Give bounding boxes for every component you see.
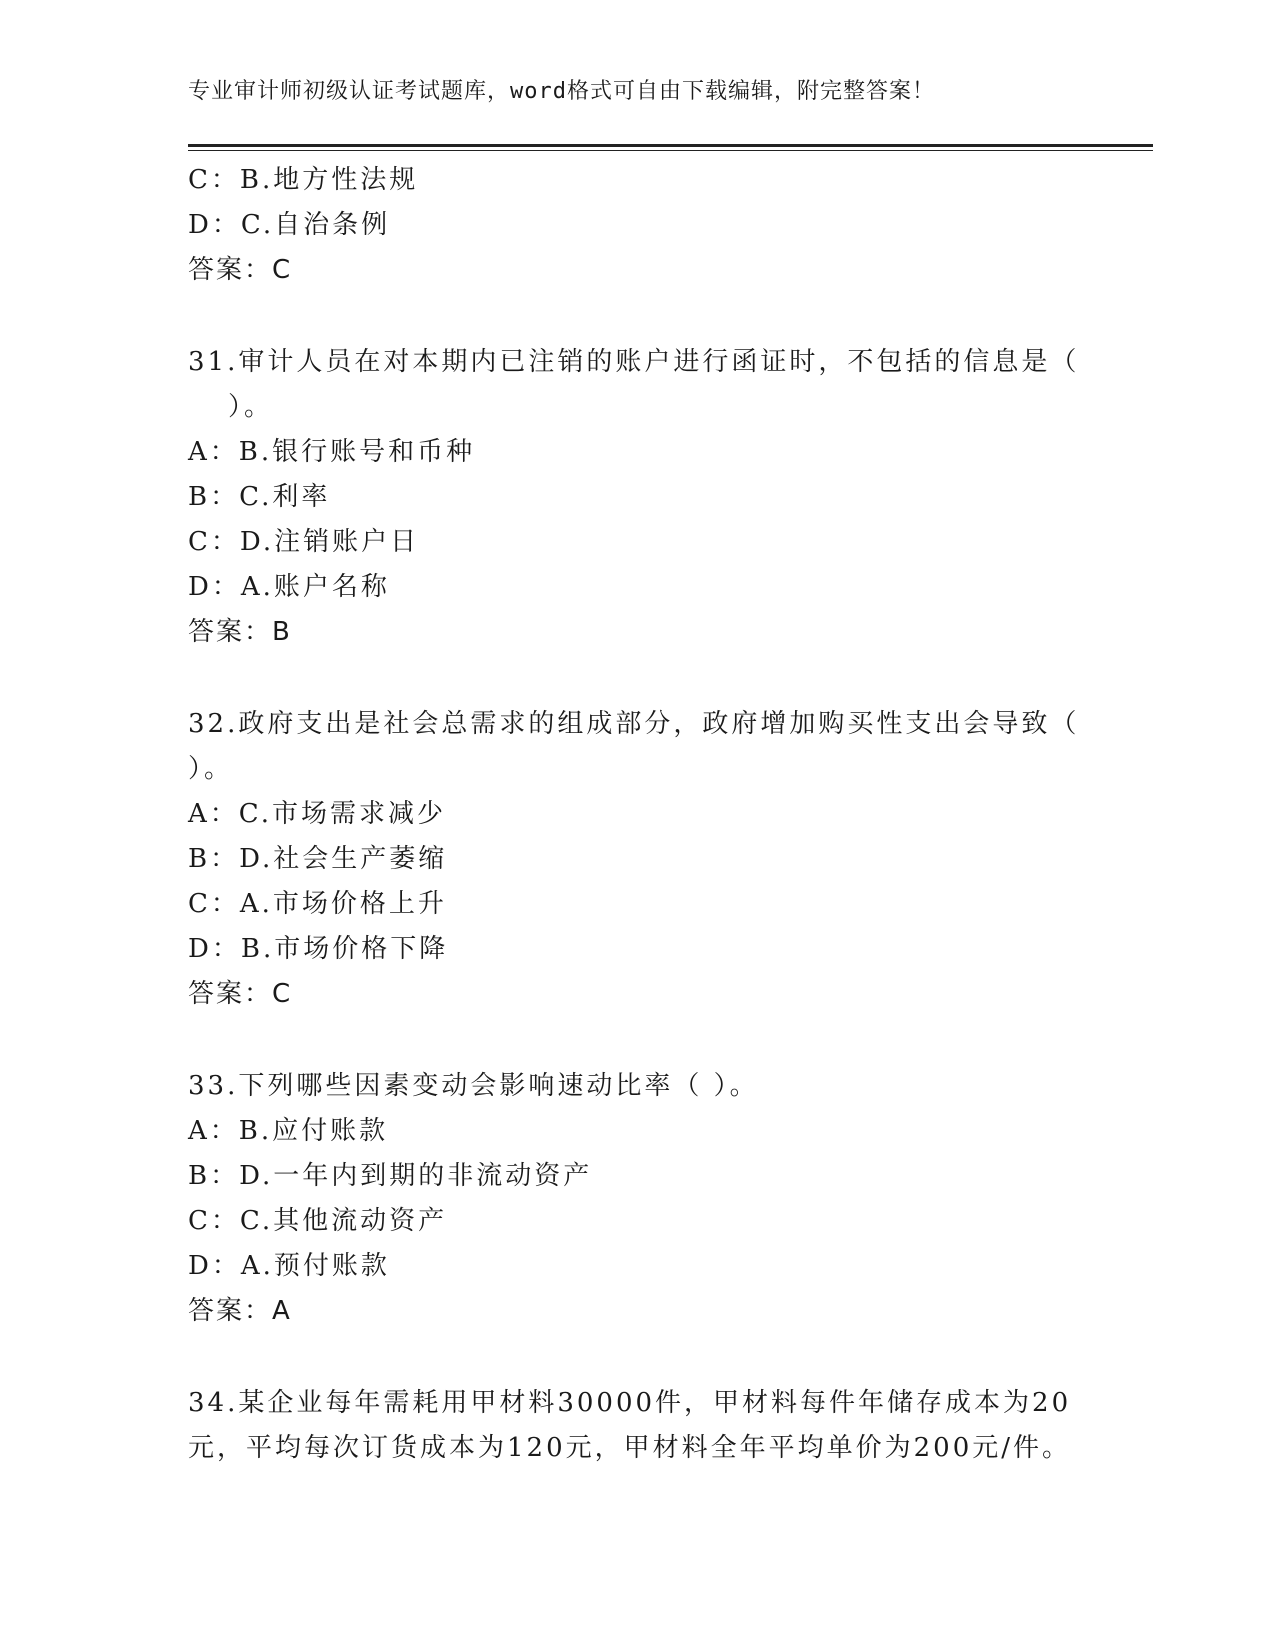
question-list — [188, 158, 1088, 1471]
option-c: C：B.地方性法规 — [188, 165, 419, 195]
question-stem: 34.某企业每年需耗用甲材料30000件，甲材料每件年储存成本为20 — [188, 1388, 1072, 1418]
option-d: D：C.自治条例 — [188, 210, 391, 240]
answer: 答案：B — [188, 617, 292, 647]
header-rule-thick — [188, 144, 1153, 147]
spacer — [188, 1334, 1088, 1381]
option-b: B：D.社会生产萎缩 — [188, 844, 448, 874]
option-c: C：D.注销账户日 — [188, 527, 420, 557]
answer: 答案：C — [188, 979, 293, 1009]
question-32 — [188, 702, 1088, 1017]
spacer — [188, 655, 1088, 702]
question-stem-continued: 元，平均每次订货成本为120元，甲材料全年平均单价为200元/件。 — [188, 1433, 1072, 1463]
option-a: A：C.市场需求减少 — [188, 799, 447, 829]
page-header: 专业审计师初级认证考试题库，word格式可自由下载编辑，附完整答案！ — [188, 79, 935, 104]
option-b: B：D.一年内到期的非流动资产 — [188, 1161, 593, 1191]
question-stem: 31.审计人员在对本期内已注销的账户进行函证时，不包括的信息是（ — [188, 347, 1080, 377]
spacer — [188, 1017, 1088, 1064]
option-d: D：A.账户名称 — [188, 572, 390, 602]
option-d: D：B.市场价格下降 — [188, 934, 449, 964]
option-b: B：C.利率 — [188, 482, 331, 512]
question-stem: 33.下列哪些因素变动会影响速动比率（ ）。 — [188, 1071, 759, 1101]
question-31 — [188, 340, 1088, 655]
option-d: D：A.预付账款 — [188, 1251, 390, 1281]
option-a: A：B.应付账款 — [188, 1116, 389, 1146]
answer: 答案：A — [188, 1296, 292, 1326]
header-rule-thin — [188, 150, 1153, 151]
question-30 — [188, 158, 1088, 293]
option-c: C：A.市场价格上升 — [188, 889, 447, 919]
question-stem: 32.政府支出是社会总需求的组成部分，政府增加购买性支出会导致（ — [188, 709, 1080, 739]
answer: 答案：C — [188, 255, 293, 285]
option-a: A：B.银行账号和币种 — [188, 437, 476, 467]
question-33 — [188, 1064, 1088, 1334]
question-stem-continued: ）。 — [188, 754, 234, 784]
question-34 — [188, 1381, 1088, 1471]
option-c: C：C.其他流动资产 — [188, 1206, 448, 1236]
spacer — [188, 293, 1088, 340]
question-stem-continued: ）。 — [228, 392, 274, 422]
